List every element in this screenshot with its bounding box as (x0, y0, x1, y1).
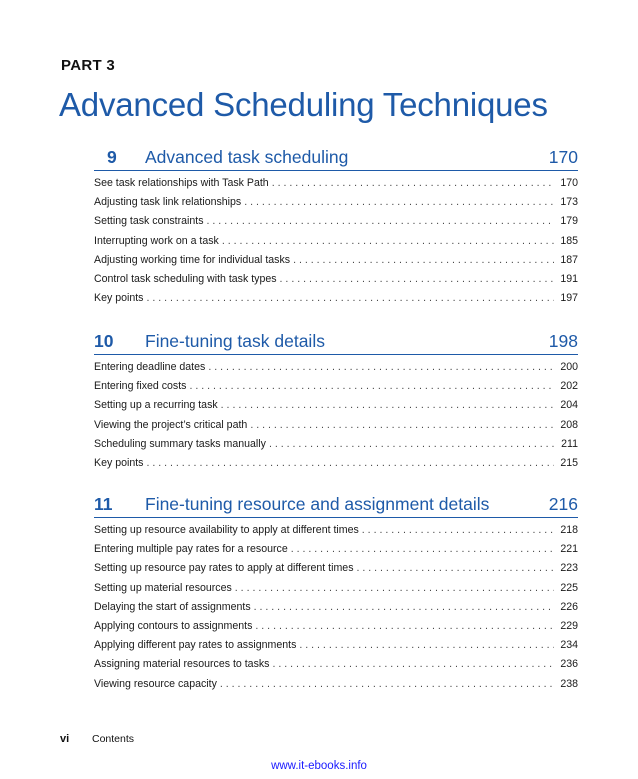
toc-entry-list (94, 177, 578, 311)
toc-entry[interactable] (94, 196, 578, 215)
dot-leader (280, 273, 554, 285)
toc-entry[interactable] (94, 177, 578, 196)
toc-entry[interactable] (94, 524, 578, 543)
toc-entry-title: Adjusting task link relationships (94, 196, 242, 209)
site-link[interactable]: www.it-ebooks.info (271, 760, 367, 772)
toc-entry-list (94, 524, 578, 697)
toc-entry[interactable] (94, 639, 578, 658)
toc-entry-page: 223 (560, 562, 578, 575)
dot-leader (220, 678, 554, 690)
toc-entry-page: 229 (560, 619, 578, 632)
dot-leader (357, 562, 555, 574)
dot-leader (362, 524, 554, 536)
dot-leader (255, 620, 554, 632)
chapter-title: Advanced task scheduling (145, 147, 349, 167)
dot-leader (254, 601, 554, 613)
part-label: PART 3 (61, 57, 116, 74)
toc-entry-page: 191 (560, 272, 578, 285)
toc-entry-page: 170 (560, 177, 578, 189)
toc-entry-page: 211 (561, 437, 578, 450)
toc-entry-page: 234 (560, 639, 578, 652)
toc-entry-page: 221 (560, 543, 578, 556)
chapter-title: Fine-tuning task details (145, 331, 325, 351)
toc-entry-title: Viewing the project’s critical path (94, 418, 248, 431)
toc-entry-list (94, 361, 578, 476)
chapter-page-number: 216 (548, 494, 578, 514)
part-title: Advanced Scheduling Techniques (59, 86, 548, 123)
toc-entry-title: Applying contours to assignments (94, 619, 253, 632)
footer-section-label: Contents (92, 733, 135, 745)
toc-entry[interactable] (94, 678, 578, 697)
toc-entry-title: Setting task constraints (94, 215, 204, 228)
chapter-11 (94, 493, 578, 697)
dot-leader (207, 215, 554, 227)
toc-entry-title: Scheduling summary tasks manually (94, 437, 266, 450)
chapter-number: 11 (94, 494, 113, 514)
chapter-page-number: 170 (548, 147, 578, 167)
toc-entry[interactable] (94, 273, 578, 292)
toc-entry-title: Setting up a recurring task (94, 399, 218, 412)
toc-entry-title: Applying different pay rates to assignments (94, 639, 297, 652)
toc-entry[interactable] (94, 215, 578, 234)
dot-leader (272, 658, 554, 670)
toc-entry-page: 179 (560, 215, 578, 228)
dot-leader (235, 582, 554, 594)
toc-entry-title: See task relationships with Task Path (94, 177, 269, 189)
toc-entry-title: Setting up resource availability to apply at different times (94, 524, 359, 536)
toc-entry-title: Control task scheduling with task types (94, 272, 277, 285)
chapter-heading[interactable] (94, 330, 578, 355)
toc-entry[interactable] (94, 620, 578, 639)
chapter-9 (94, 146, 578, 311)
toc-entry-page: 204 (560, 399, 578, 412)
toc-entry-title: Setting up material resources (94, 581, 232, 594)
chapter-page-number: 198 (548, 331, 578, 351)
dot-leader (189, 380, 554, 392)
dot-leader (244, 196, 554, 208)
chapter-heading[interactable] (94, 146, 578, 171)
toc-entry[interactable] (94, 419, 578, 438)
toc-entry[interactable] (94, 658, 578, 677)
toc-entry[interactable] (94, 399, 578, 418)
dot-leader (291, 543, 554, 555)
dot-leader (272, 177, 554, 189)
toc-entry-title: Assigning material resources to tasks (94, 658, 270, 671)
dot-leader (222, 235, 554, 247)
chapter-10 (94, 330, 578, 476)
toc-entry[interactable] (94, 254, 578, 273)
toc-entry[interactable] (94, 582, 578, 601)
toc-entry-page: 238 (560, 677, 578, 690)
toc-entry-title: Entering multiple pay rates for a resource (94, 543, 288, 556)
dot-leader (299, 639, 554, 651)
toc-entry-title: Delaying the start of assignments (94, 600, 251, 613)
chapter-heading[interactable] (94, 493, 578, 518)
toc-entry-page: 226 (560, 600, 578, 613)
toc-entry-title: Interrupting work on a task (94, 234, 219, 247)
toc-entry-title: Entering deadline dates (94, 361, 206, 373)
dot-leader (269, 438, 554, 450)
toc-entry[interactable] (94, 438, 578, 457)
toc-entry-title: Entering fixed costs (94, 380, 187, 393)
toc-entry[interactable] (94, 601, 578, 620)
toc-entry-page: 173 (560, 196, 578, 209)
toc-entry-page: 218 (560, 524, 578, 536)
toc-entry-title: Key points (94, 456, 144, 469)
toc-entry-page: 208 (560, 418, 578, 431)
footer-page-number: vi (60, 733, 70, 745)
toc-entry[interactable] (94, 380, 578, 399)
dot-leader (221, 399, 554, 411)
dot-leader (208, 361, 554, 373)
toc-entry-page: 225 (560, 581, 578, 594)
toc-entry[interactable] (94, 361, 578, 380)
toc-entry[interactable] (94, 457, 578, 476)
toc-entry-page: 202 (560, 380, 578, 393)
toc-entry-page: 236 (560, 658, 578, 671)
toc-entry-title: Setting up resource pay rates to apply at different times (94, 562, 354, 575)
toc-entry-title: Key points (94, 292, 144, 305)
dot-leader (250, 419, 554, 431)
toc-entry-page: 185 (560, 234, 578, 247)
toc-entry[interactable] (94, 543, 578, 562)
toc-entry-page: 197 (560, 292, 578, 305)
dot-leader (146, 457, 554, 469)
dot-leader (146, 292, 554, 304)
chapter-number: 10 (94, 331, 114, 351)
dot-leader (293, 254, 554, 266)
toc-entry[interactable] (94, 235, 578, 254)
toc-entry-title: Adjusting working time for individual tasks (94, 253, 291, 266)
toc-entry-title: Viewing resource capacity (94, 677, 217, 690)
toc-entry-page: 215 (560, 456, 578, 469)
toc-entry[interactable] (94, 562, 578, 581)
toc-entry-page: 200 (560, 361, 578, 373)
chapter-title: Fine-tuning resource and assignment details (145, 494, 490, 514)
chapter-number: 9 (107, 147, 117, 167)
toc-entry[interactable] (94, 292, 578, 311)
toc-entry-page: 187 (560, 253, 578, 266)
